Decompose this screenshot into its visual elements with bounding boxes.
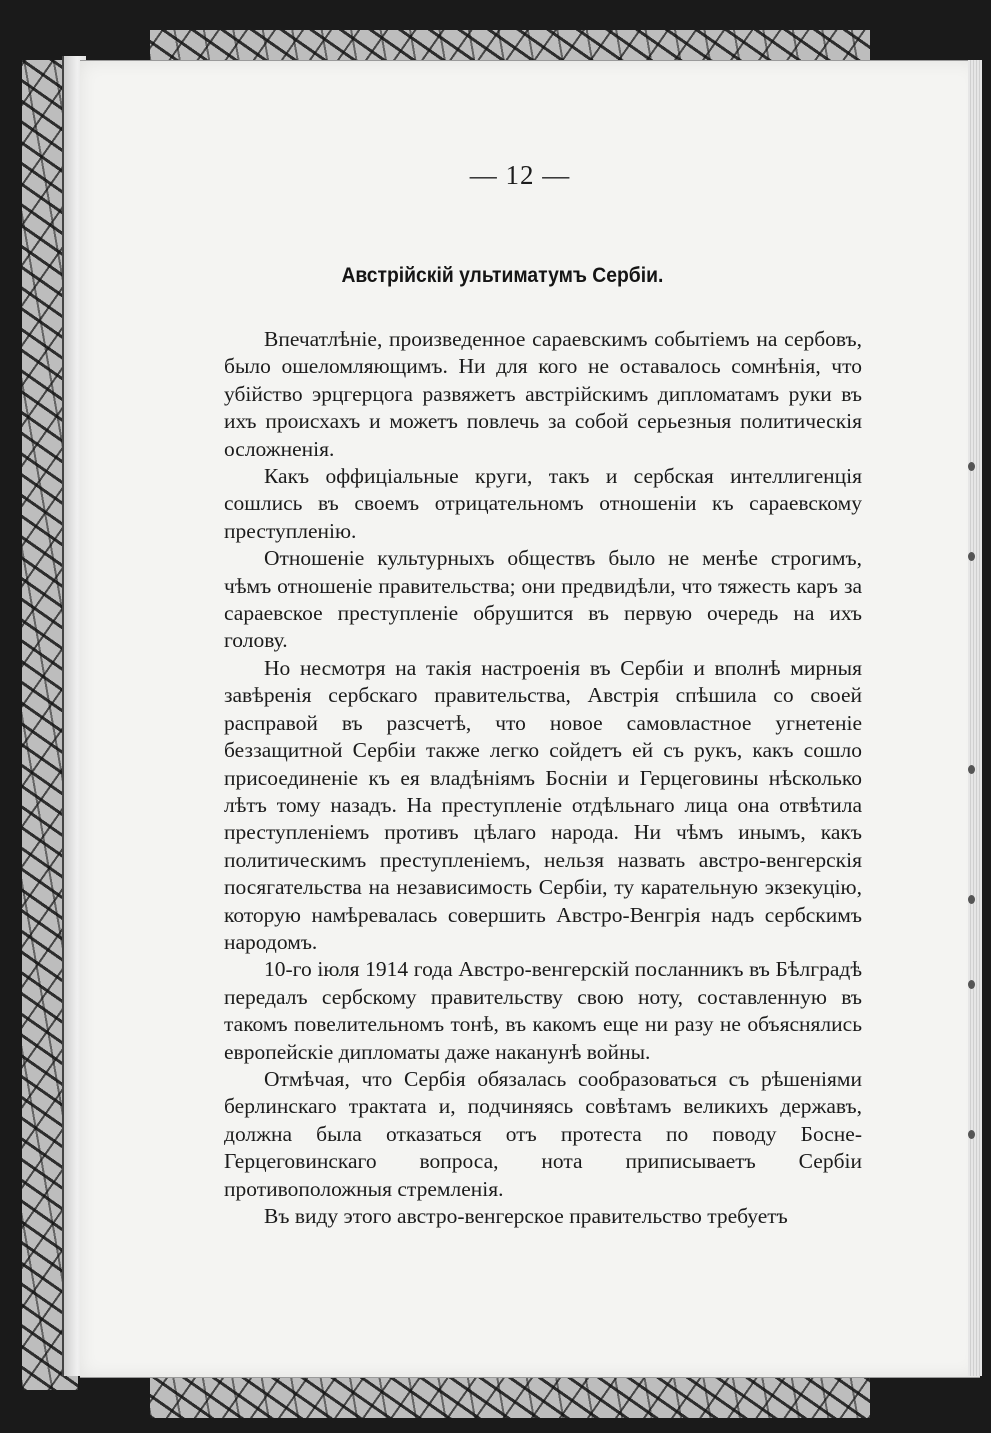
paragraph: Впечатлѣніе, произведенное сараевскимъ событіемъ на сербовъ, было ошеломляющимъ. Ни для кого не оставалось сомнѣнія, что убійство эрцгерцога развяжетъ австрійскимъ дипломатамъ руки въ ихъ происхахъ и можетъ повлечь за собой серьезныя политическія осложненія. — [224, 327, 862, 461]
binding-hole-mark — [968, 895, 975, 904]
binding-hole-mark — [968, 552, 975, 561]
paragraph: Отмѣчая, что Сербія обязалась сообразоваться съ рѣшеніями берлинскаго трактата и, подчиняясь совѣтамъ великихъ державъ, должна была отказаться отъ протеста по поводу Босне-Герцеговинскаго вопроса, нота приписываетъ Сербіи противоположныя стремленія. — [224, 1066, 862, 1201]
page-number: — 12 — — [469, 160, 571, 190]
marbled-endpaper-top — [150, 30, 870, 64]
marbled-endpaper-bottom — [150, 1376, 870, 1418]
section-heading: Австрійскій ультиматумъ Сербіи. — [341, 264, 664, 287]
paragraph: Въ виду этого австро-венгерское правительство требуетъ — [264, 1204, 788, 1228]
paragraph: Отношеніе культурныхъ обществъ было не менѣе строгимъ, чѣмъ отношеніе правительства; они предвидѣли, что тяжесть каръ за сараевское преступленіе обрушится въ первую очередь на ихъ голову. — [224, 546, 862, 653]
paragraph: Какъ оффиціальные круги, такъ и сербская интеллигенція сошлись въ своемъ отрицательномъ отношеніи къ сараевскому преступленію. — [224, 464, 862, 543]
page-stack-right-edge — [968, 60, 982, 1376]
body-text — [224, 326, 862, 1230]
binding-hole-mark — [968, 462, 975, 471]
paragraph: 10-го іюля 1914 года Австро-венгерскій посланникъ въ Бѣлградѣ передалъ сербскому правительству свою ноту, составленную въ такомъ повелительномъ тонѣ, въ какомъ еще ни разу не объяснялись европейскіе дипломаты даже наканунѣ войны. — [224, 957, 862, 1064]
binding-hole-mark — [968, 1130, 975, 1139]
binding-hole-mark — [968, 765, 975, 774]
binding-hole-mark — [968, 980, 975, 989]
paragraph: Но несмотря на такія настроенія въ Сербіи и вполнѣ мирныя завѣренія сербскаго правительства, Австрія спѣшила со своей расправой въ разсчетѣ, что новое самовластное угнетеніе беззащитной Сербіи также легко сойдетъ ей съ рукъ, какъ сошло присоединеніе къ ея владѣніямъ Босніи и Герцеговины нѣсколько лѣтъ тому назадъ. На преступленіе отдѣльнаго лица она отвѣтила преступленіемъ противъ цѣлаго народа. Ни чѣмъ инымъ, какъ политическимъ преступленіемъ, нельзя назвать австро-венгерскія посягательства на независимость Сербіи, ту карательную экзекуцію, которую намѣревалась совершить Австро-Венгрія надъ сербскимъ народомъ. — [224, 655, 862, 954]
